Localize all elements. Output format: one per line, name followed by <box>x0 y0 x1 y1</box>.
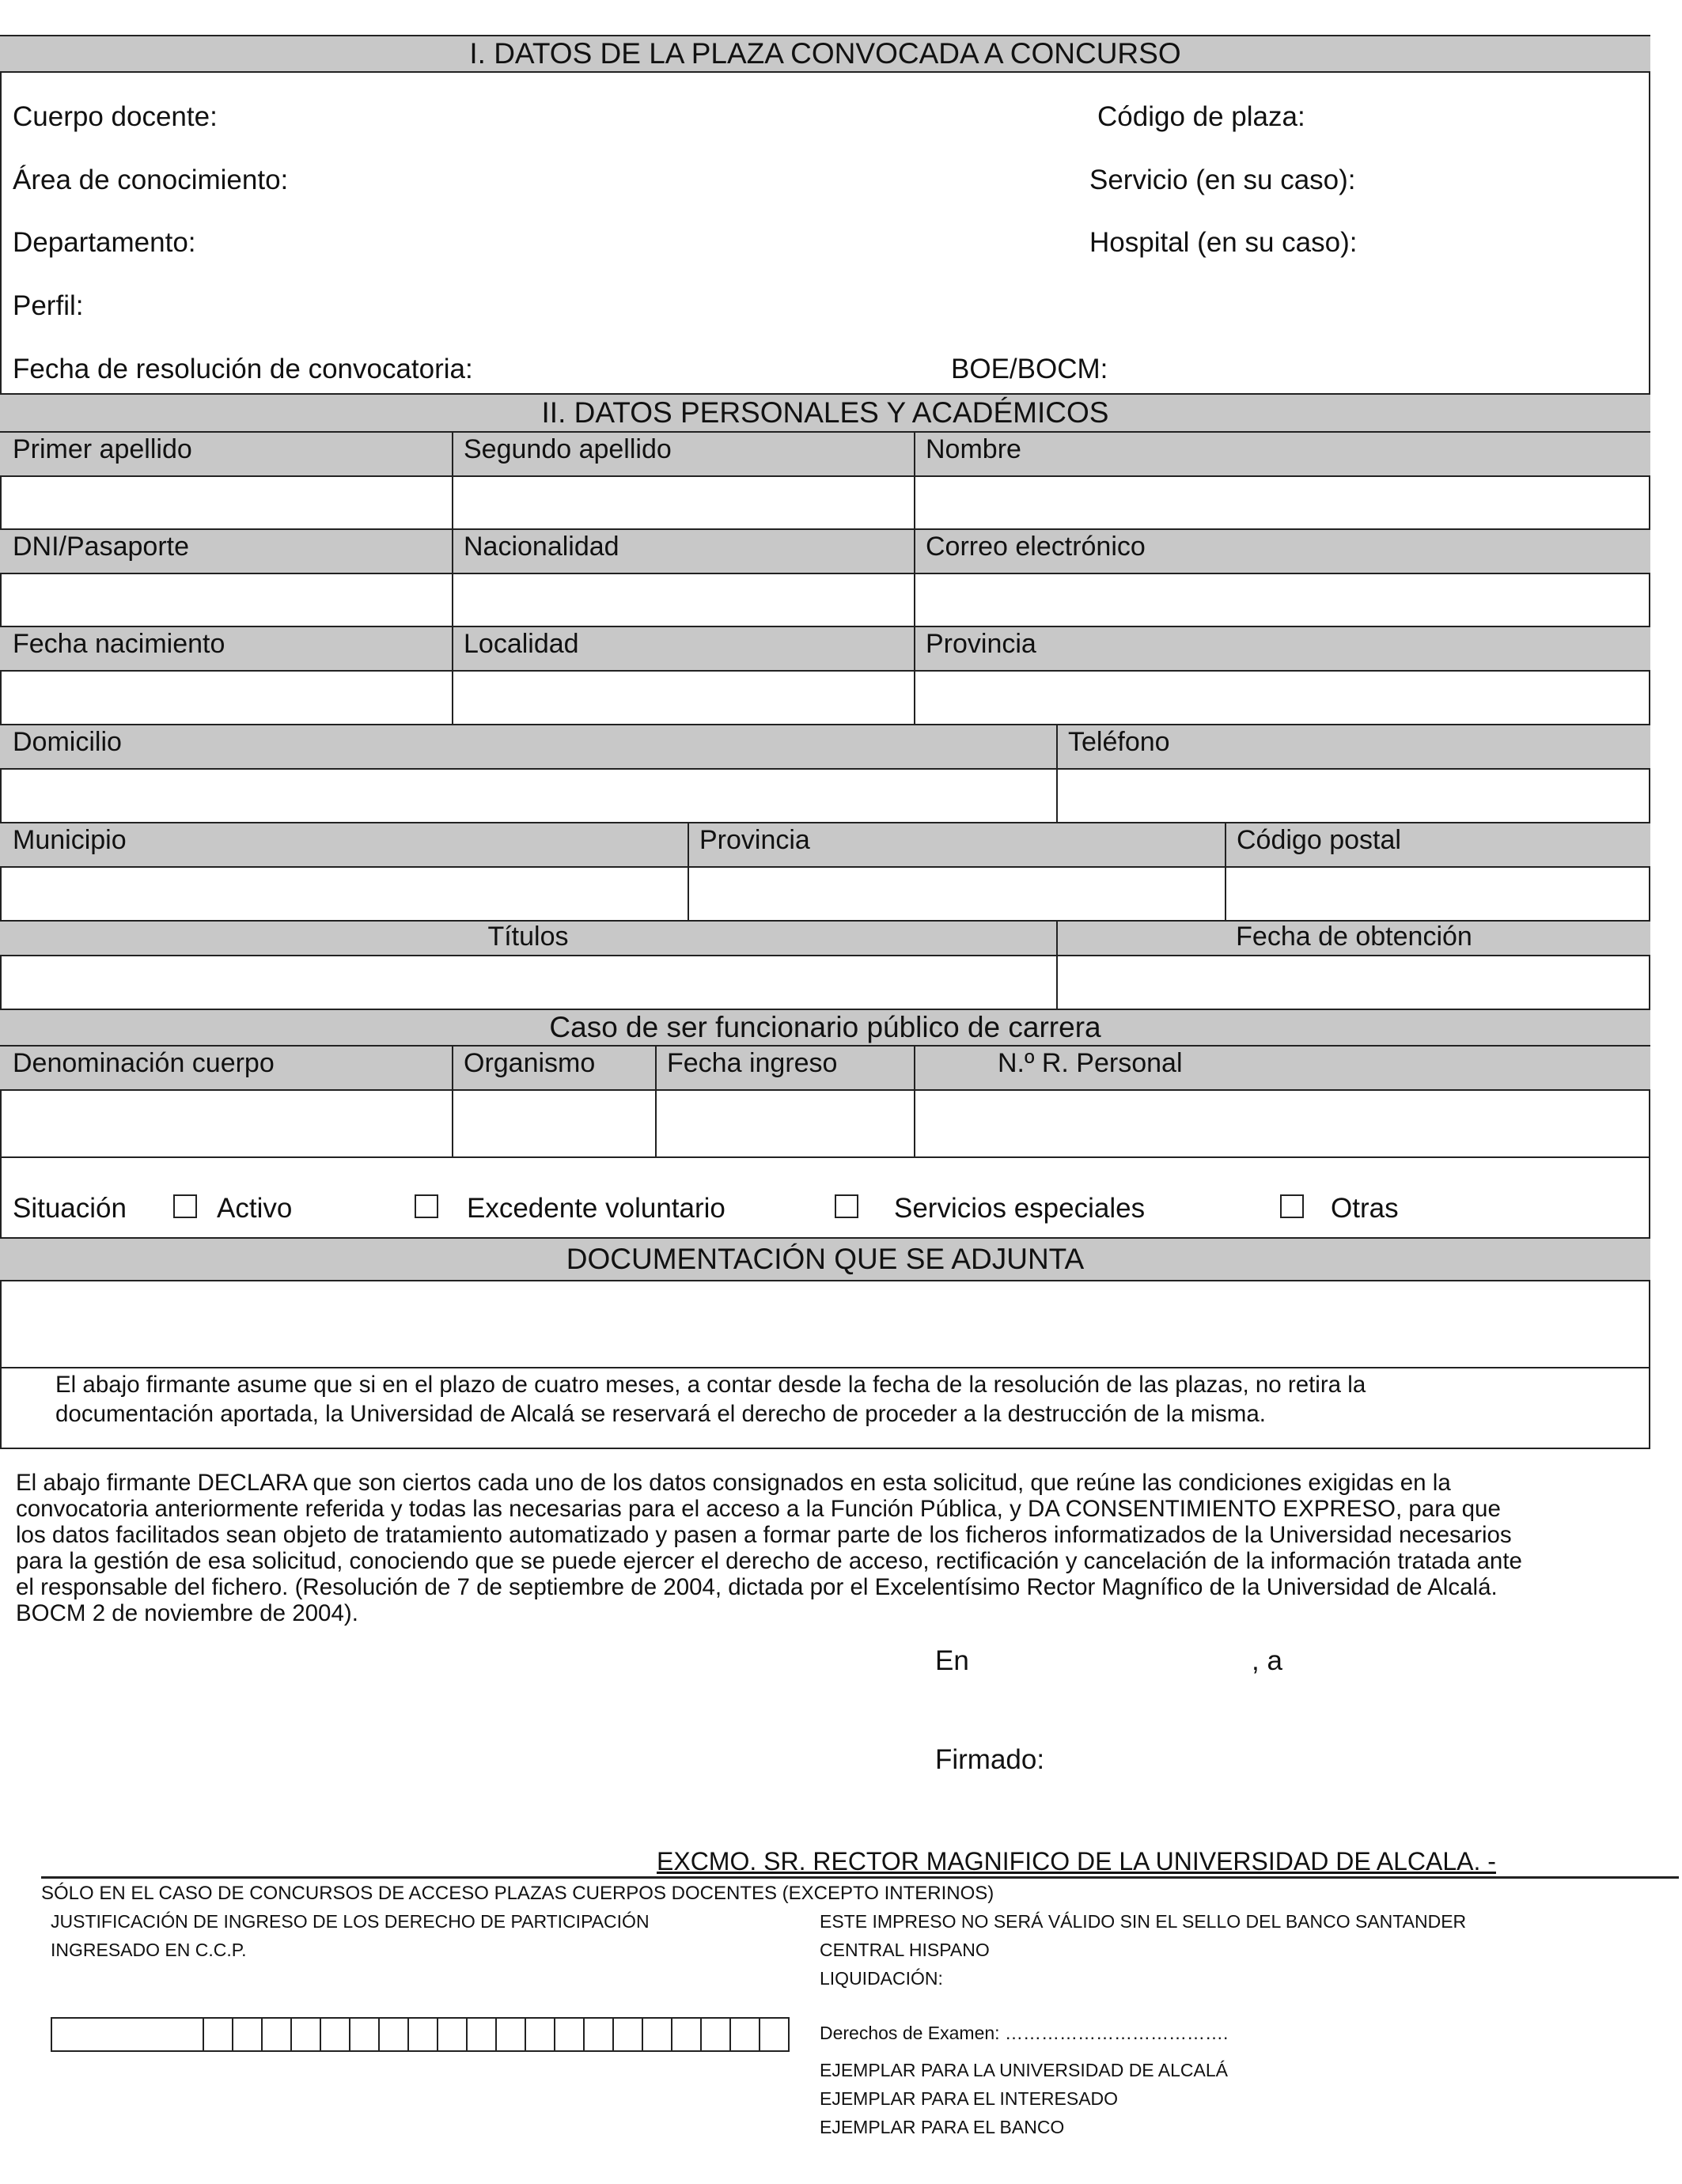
ccp-box[interactable] <box>583 2019 612 2050</box>
ccp-box[interactable] <box>378 2019 407 2050</box>
ccp-box[interactable] <box>232 2019 261 2050</box>
activo-label: Activo <box>217 1193 293 1224</box>
solo-concursos-text: SÓLO EN EL CASO DE CONCURSOS DE ACCESO PLAZAS CUERPOS DOCENTES (EXCEPTO INTERINOS) <box>41 1883 994 1904</box>
primer-apellido-label: Primer apellido <box>13 434 192 464</box>
ccp-box[interactable] <box>525 2019 554 2050</box>
firmado-label: Firmado: <box>935 1744 1045 1775</box>
notice-line-2: documentación aportada, la Universidad de Alcalá se reservará el derecho de proceder a la destrucción de la misma. <box>55 1401 1266 1427</box>
section-2-title: II. DATOS PERSONALES Y ACADÉMICOS <box>541 396 1109 429</box>
rector-address: EXCMO. SR. RECTOR MAGNIFICO DE LA UNIVERSIDAD DE ALCALA. - <box>657 1847 1496 1876</box>
row-2-header <box>0 528 1650 574</box>
fecha-obtencion-label: Fecha de obtención <box>1236 922 1472 952</box>
telefono-label: Teléfono <box>1068 727 1170 757</box>
justificacion-line-1: JUSTIFICACIÓN DE INGRESO DE LOS DERECHO DE PARTICIPACIÓN <box>51 1911 650 1932</box>
ejemplar-banco: EJEMPLAR PARA EL BANCO <box>820 2117 1065 2137</box>
notice-line-1: El abajo firmante asume que si en el plazo de cuatro meses, a contar desde la fecha de la resolución de las plazas, no retira la <box>55 1372 1366 1398</box>
provincia-label: Provincia <box>926 629 1036 659</box>
declaracion-text <box>16 1470 1638 1626</box>
divider <box>1225 822 1226 922</box>
documentacion-bottom-line <box>0 1367 1650 1368</box>
impreso-line-2: CENTRAL HISPANO <box>820 1940 990 1960</box>
correo-label: Correo electrónico <box>926 532 1146 562</box>
organismo-label: Organismo <box>464 1048 596 1078</box>
boe-bocm-label: BOE/BOCM: <box>951 354 1108 384</box>
ejemplar-universidad: EJEMPLAR PARA LA UNIVERSIDAD DE ALCALÁ <box>820 2060 1228 2080</box>
ccp-box[interactable] <box>700 2019 729 2050</box>
documentacion-title: DOCUMENTACIÓN QUE SE ADJUNTA <box>566 1243 1085 1275</box>
divider <box>1056 724 1058 823</box>
servicios-especiales-checkbox[interactable] <box>835 1194 858 1218</box>
otras-checkbox[interactable] <box>1280 1194 1304 1218</box>
excedente-label: Excedente voluntario <box>467 1193 725 1224</box>
divider <box>452 431 453 725</box>
divider <box>452 1045 453 1158</box>
funcionario-header <box>0 1009 1650 1047</box>
row-4-header <box>0 724 1650 770</box>
situacion-label: Situación <box>13 1193 127 1224</box>
titulos-label: Títulos <box>487 922 569 952</box>
funcionario-bottom-line <box>0 1156 1650 1158</box>
dni-label: DNI/Pasaporte <box>13 532 189 562</box>
fecha-ingreso-label: Fecha ingreso <box>667 1048 838 1078</box>
ccp-box[interactable] <box>495 2019 525 2050</box>
otras-label: Otras <box>1331 1193 1399 1224</box>
funcionario-title: Caso de ser funcionario público de carrera <box>549 1011 1101 1043</box>
documentacion-header <box>0 1237 1650 1281</box>
codigo-postal-label: Código postal <box>1237 825 1401 855</box>
ccp-box[interactable] <box>349 2019 378 2050</box>
ccp-box[interactable] <box>759 2019 788 2050</box>
nombre-label: Nombre <box>926 434 1021 464</box>
ccp-box[interactable] <box>729 2019 759 2050</box>
row-5-header <box>0 822 1650 868</box>
domicilio-label: Domicilio <box>13 727 122 757</box>
divider <box>688 822 689 922</box>
codigo-plaza-label: Código de plaza: <box>1097 101 1305 132</box>
liquidacion-label: LIQUIDACIÓN: <box>820 1968 943 1989</box>
activo-checkbox[interactable] <box>173 1194 197 1218</box>
divider <box>1056 920 1058 1010</box>
hospital-label: Hospital (en su caso): <box>1089 227 1358 258</box>
departamento-label: Departamento: <box>13 227 196 258</box>
ccp-box[interactable] <box>554 2019 583 2050</box>
ccp-box[interactable] <box>466 2019 495 2050</box>
row-1-header <box>0 431 1650 477</box>
servicios-especiales-label: Servicios especiales <box>894 1193 1146 1224</box>
divider <box>914 431 915 725</box>
declaracion-line: para la gestión de esa solicitud, conociendo que se puede ejercer el derecho de acceso, rectificación y cancelación de la información tratada ante <box>16 1548 1522 1574</box>
impreso-line-1: ESTE IMPRESO NO SERÁ VÁLIDO SIN EL SELLO DEL BANCO SANTANDER <box>820 1911 1467 1932</box>
ccp-box[interactable] <box>671 2019 700 2050</box>
derechos-examen-label: Derechos de Examen: ………………………………. <box>820 2023 1229 2043</box>
en-label: En <box>935 1645 969 1676</box>
ccp-box[interactable] <box>203 2019 232 2050</box>
ccp-box[interactable] <box>437 2019 466 2050</box>
localidad-label: Localidad <box>464 629 579 659</box>
divider <box>914 1045 915 1158</box>
perfil-label: Perfil: <box>13 290 84 321</box>
ccp-box[interactable] <box>261 2019 290 2050</box>
ccp-box[interactable] <box>407 2019 437 2050</box>
ccp-box[interactable] <box>52 2019 203 2050</box>
ccp-account-boxes[interactable] <box>51 2017 790 2052</box>
divider <box>655 1045 657 1158</box>
declaracion-line: los datos facilitados sean objeto de tratamiento automatizado y pasen a formar parte de los ficheros informatizados de la Universidad necesarios <box>16 1522 1512 1548</box>
ejemplar-interesado: EJEMPLAR PARA EL INTERESADO <box>820 2088 1119 2109</box>
declaracion-line: El abajo firmante DECLARA que son ciertos cada uno de los datos consignados en esta solicitud, que reúne las condiciones exigidas en la <box>16 1470 1451 1496</box>
rector-rule <box>41 1876 1679 1879</box>
section-1-title: I. DATOS DE LA PLAZA CONVOCADA A CONCURSO <box>469 37 1181 70</box>
declaracion-line: BOCM 2 de noviembre de 2004). <box>16 1600 358 1626</box>
ccp-box[interactable] <box>290 2019 320 2050</box>
fecha-nacimiento-label: Fecha nacimiento <box>13 629 225 659</box>
area-conocimiento-label: Área de conocimiento: <box>13 165 289 195</box>
documentacion-notice <box>55 1370 1622 1429</box>
declaracion-line: el responsable del fichero. (Resolución de 7 de septiembre de 2004, dictada por el Excelentísimo Rector Magnífico de la Universidad de Alcalá. <box>16 1574 1498 1600</box>
nrp-label: N.º R. Personal <box>998 1048 1183 1078</box>
justificacion-line-2: INGRESADO EN C.C.P. <box>51 1940 247 1960</box>
fecha-resolucion-label: Fecha de resolución de convocatoria: <box>13 354 473 384</box>
excedente-checkbox[interactable] <box>415 1194 438 1218</box>
ccp-box[interactable] <box>320 2019 349 2050</box>
section-1-header <box>0 35 1650 73</box>
segundo-apellido-label: Segundo apellido <box>464 434 672 464</box>
municipio-label: Municipio <box>13 825 127 855</box>
denominacion-label: Denominación cuerpo <box>13 1048 275 1078</box>
cuerpo-docente-label: Cuerpo docente: <box>13 101 218 132</box>
nacionalidad-label: Nacionalidad <box>464 532 619 562</box>
declaracion-line: convocatoria anteriormente referida y todas las necesarias para el acceso a la Función Pública, y DA CONSENTIMIENTO EXPRESO, para que <box>16 1496 1501 1522</box>
ccp-box[interactable] <box>612 2019 642 2050</box>
provincia-2-label: Provincia <box>699 825 810 855</box>
section-2-header <box>0 393 1650 433</box>
fecha-a-label: , a <box>1252 1645 1282 1676</box>
servicio-label: Servicio (en su caso): <box>1089 165 1356 195</box>
row-3-header <box>0 626 1650 672</box>
ccp-box[interactable] <box>642 2019 671 2050</box>
